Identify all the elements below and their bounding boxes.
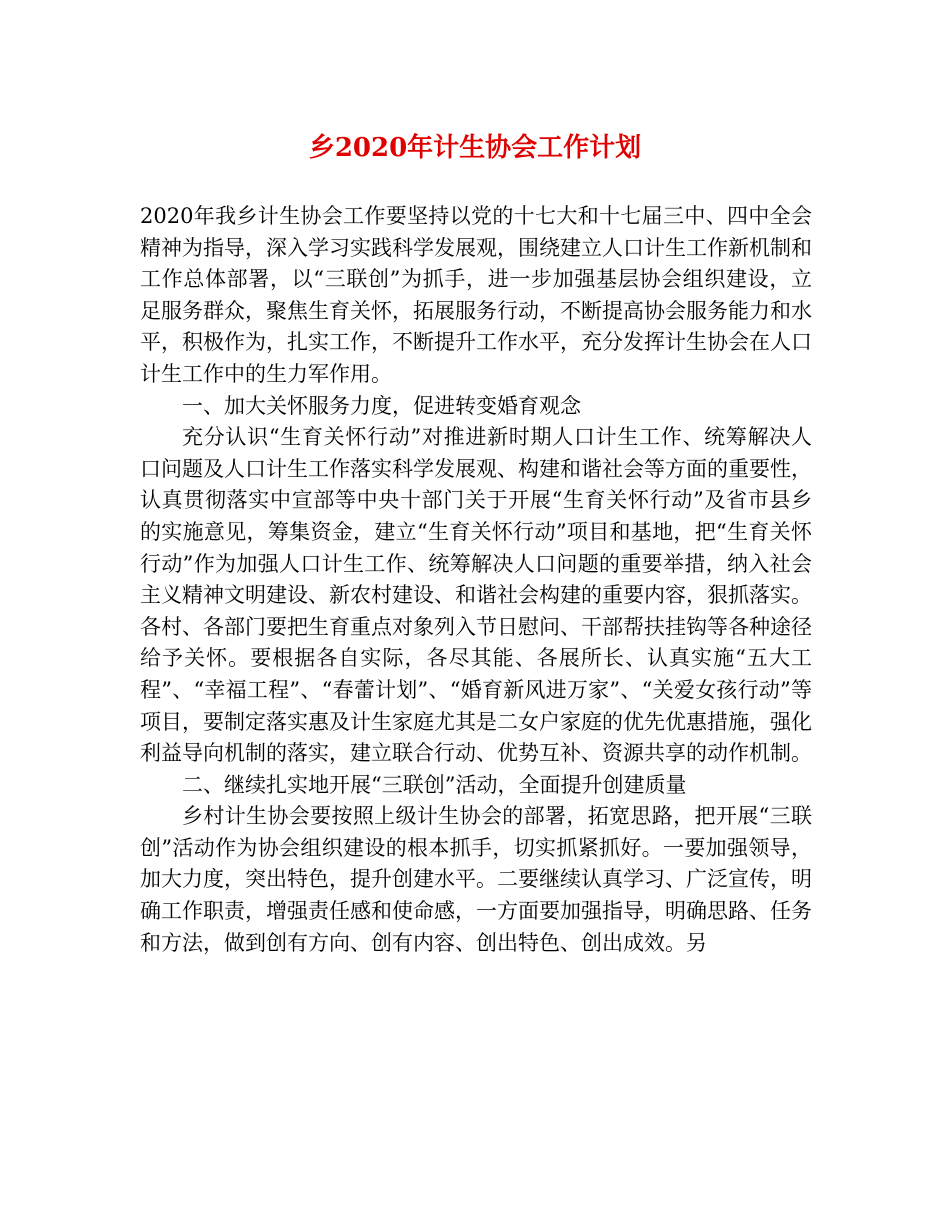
section-heading-1: 一、加大关怀服务力度，促进转变婚育观念 bbox=[182, 393, 581, 418]
paragraph-section-2: 乡村计生协会要按照上级计生协会的部署，拓宽思路，把开展“三联创”活动作为协会组织建设的根本抓手，切实抓紧抓好。一要加强领导，加大力度，突出特色，提升创建水平。二要继续认真学习、广泛宣传，明确工作职责，增强责任感和使命感，一方面要加强指导，明确思路、任务和方法，做到创有方向、创有内容、创出特色、创出成效。另 bbox=[140, 804, 812, 955]
paragraph-section-1: 充分认识“生育关怀行动”对推进新时期人口计生工作、统筹解决人口问题及人口计生工作落实科学发展观、构建和谐社会等方面的重要性，认真贯彻落实中宣部等中央十部门关于开展“生育关怀行动”及省市县乡的实施意见，筹集资金，建立“生育关怀行动”项目和基地，把“生育关怀行动”作为加强人口计生工作、统筹解决人口问题的重要举措，纳入社会主义精神文明建设、新农村建设、和谐社会构建的重要内容，狠抓落实。各村、各部门要把生育重点对象列入节日慰问、干部帮扶挂钩等各种途径给予关怀。要根据各自实际，各尽其能、各展所长、认真实施“五大工程”、“幸福工程”、“春蕾计划”、“婚育新风进万家”、“关爱女孩行动”等项目，要制定落实惠及计生家庭尤其是二女户家庭的优先优惠措施，强化利益导向机制的落实，建立联合行动、优势互补、资源共享的动作机制。 bbox=[140, 425, 812, 766]
document-body bbox=[140, 201, 812, 959]
section-heading-2: 二、继续扎实地开展“三联创”活动，全面提升创建质量 bbox=[182, 772, 687, 797]
paragraph-intro: 2020年我乡计生协会工作要坚持以党的十七大和十七届三中、四中全会精神为指导，深入学习实践科学发展观，围绕建立人口计生工作新机制和工作总体部署，以“三联创”为抓手，进一步加强基层协会组织建设，立足服务群众，聚焦生育关怀，拓展服务行动，不断提高协会服务能力和水平，积极作为，扎实工作，不断提升工作水平，充分发挥计生协会在人口计生工作中的生力军作用。 bbox=[140, 204, 812, 386]
document-title: 乡2020年计生协会工作计划 bbox=[308, 133, 642, 163]
